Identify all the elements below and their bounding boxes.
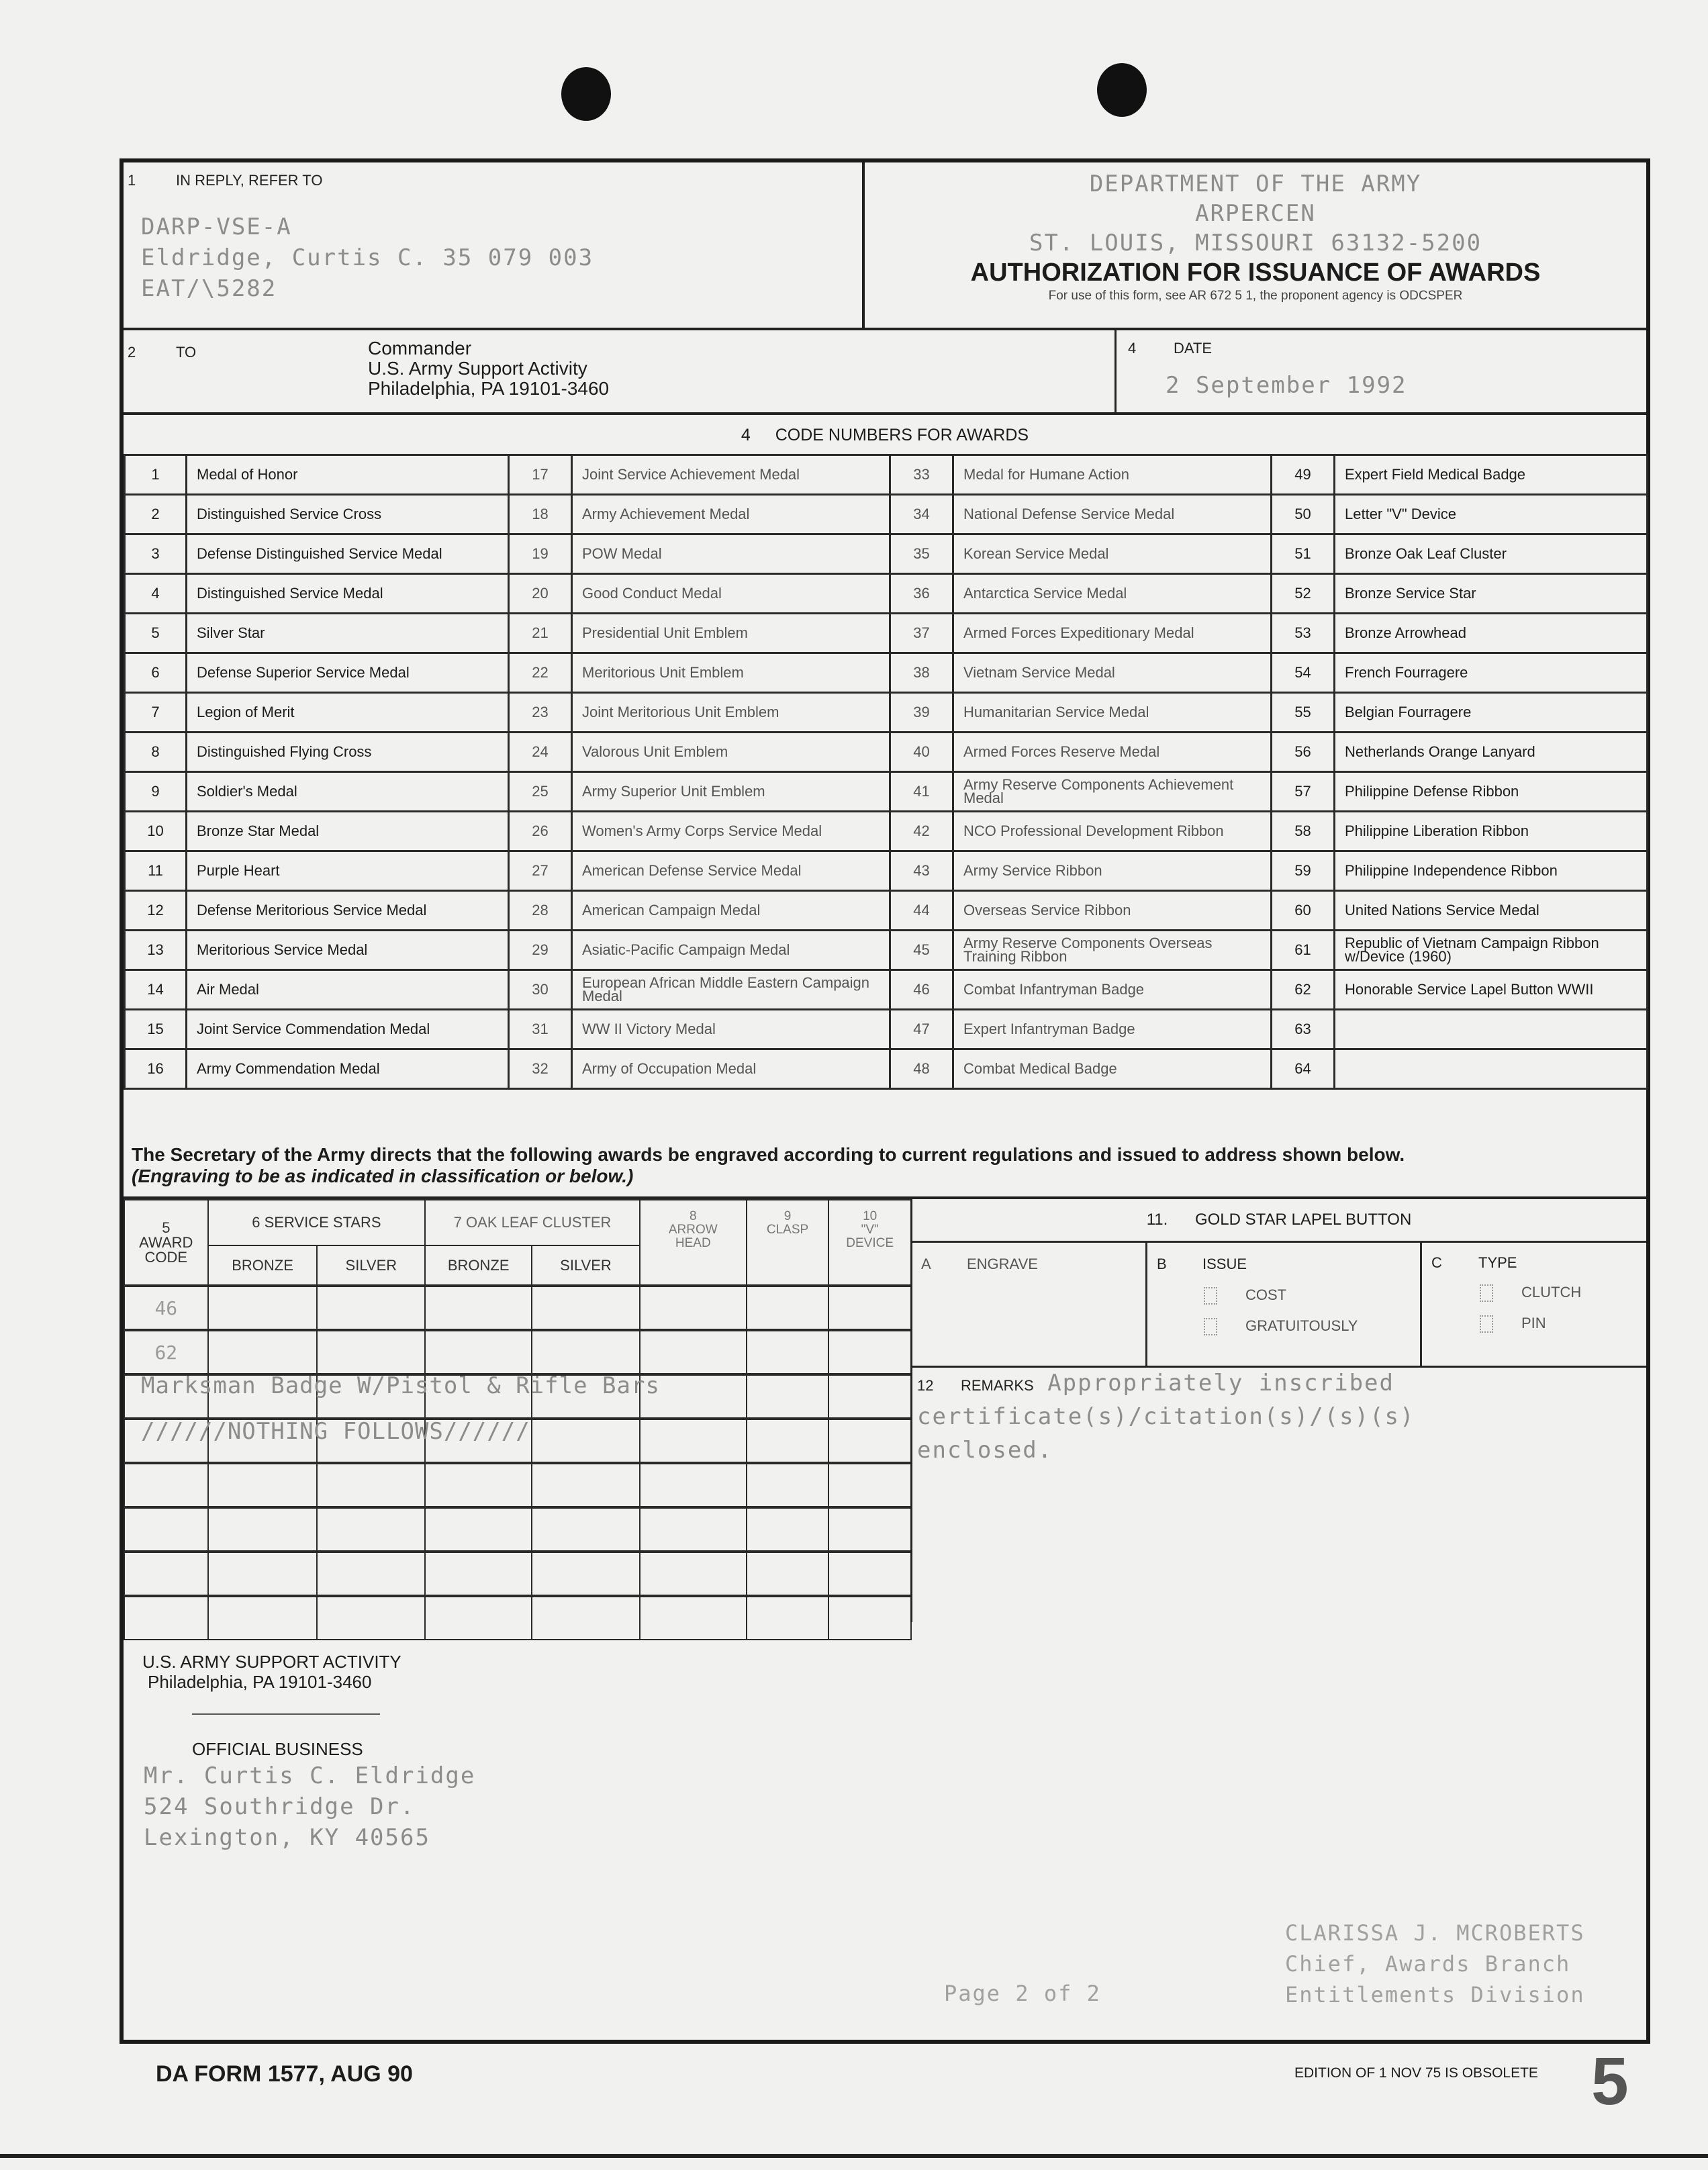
award-code-cell[interactable]: 62	[124, 1330, 208, 1374]
stars-silver-header: SILVER	[317, 1245, 425, 1286]
code-row	[125, 891, 1648, 931]
award-name: Army Reserve Components Achievement Medal	[953, 772, 1272, 812]
engrave-cell[interactable]	[912, 1242, 1147, 1367]
code-number: 37	[890, 614, 953, 653]
checkbox-icon[interactable]	[1204, 1318, 1217, 1335]
award-name: Valorous Unit Emblem	[572, 733, 890, 772]
code-number: 4	[125, 574, 187, 614]
award-name: Army Commendation Medal	[187, 1049, 509, 1089]
agency-line-3: ST. LOUIS, MISSOURI 63132-5200	[1029, 230, 1482, 256]
service-stars-header: 6 SERVICE STARS	[208, 1200, 426, 1245]
addressee-line-2: 524 Southridge Dr.	[144, 1793, 416, 1820]
type-clutch-option[interactable]	[1480, 1284, 1581, 1302]
code-number: 1	[125, 455, 187, 495]
award-name: Purple Heart	[187, 851, 509, 891]
award-name: Joint Meritorious Unit Emblem	[572, 693, 890, 733]
oak-leaf-header: 7 OAK LEAF CLUSTER	[425, 1200, 640, 1245]
code-number: 12	[125, 891, 187, 931]
code-number: 17	[509, 455, 572, 495]
code-number: 7	[125, 693, 187, 733]
code-number: 8	[125, 733, 187, 772]
award-name: Antarctica Service Medal	[953, 574, 1272, 614]
award-name: Medal of Honor	[187, 455, 509, 495]
official-business: OFFICIAL BUSINESS	[192, 1739, 363, 1759]
code-number: 26	[509, 812, 572, 851]
award-code-cell[interactable]	[124, 1596, 208, 1640]
issue-gratuitously-option[interactable]	[1204, 1317, 1358, 1335]
award-name: Distinguished Flying Cross	[187, 733, 509, 772]
award-name: Army Superior Unit Emblem	[572, 772, 890, 812]
code-number: 59	[1272, 851, 1335, 891]
award-code-cell[interactable]	[124, 1552, 208, 1596]
code-number: 29	[509, 931, 572, 970]
code-number: 63	[1272, 1010, 1335, 1049]
type-label: TYPE	[1478, 1254, 1517, 1271]
type-pin-option[interactable]	[1480, 1315, 1546, 1333]
award-name: Expert Infantryman Badge	[953, 1010, 1272, 1049]
reply-office-line: EAT/\5282	[141, 275, 277, 302]
form-subtitle: For use of this form, see AR 672 5 1, the proponent agency is ODCSPER	[1048, 289, 1463, 303]
type-clutch-label: CLUTCH	[1521, 1284, 1582, 1301]
reply-label: IN REPLY, REFER TO	[176, 172, 323, 189]
stars-bronze-header: BRONZE	[208, 1245, 318, 1286]
gold-star-bottom-border	[912, 1366, 1646, 1368]
issue-label: ISSUE	[1202, 1256, 1247, 1272]
award-name: United Nations Service Medal	[1335, 891, 1648, 931]
award-name: Philippine Defense Ribbon	[1335, 772, 1648, 812]
award-name: National Defense Service Medal	[953, 495, 1272, 534]
award-name: POW Medal	[572, 534, 890, 574]
award-name: Armed Forces Expeditionary Medal	[953, 614, 1272, 653]
issue-cost-label: COST	[1245, 1286, 1287, 1303]
v-device-cell[interactable]	[828, 1330, 911, 1374]
oak-silver-header: SILVER	[532, 1245, 640, 1286]
award-name: European African Middle Eastern Campaign Medal	[572, 970, 890, 1010]
arrowhead-cell[interactable]	[640, 1286, 747, 1330]
code-number: 43	[890, 851, 953, 891]
grid-remarks-divider	[910, 1199, 912, 1622]
award-name: Humanitarian Service Medal	[953, 693, 1272, 733]
award-name: Women's Army Corps Service Medal	[572, 812, 890, 851]
clasp-cell[interactable]	[747, 1330, 829, 1374]
perforation-line	[0, 2154, 1708, 2158]
code-row	[125, 693, 1648, 733]
award-name: Good Conduct Medal	[572, 574, 890, 614]
code-row	[125, 534, 1648, 574]
gold-star-field-no: 11.	[1146, 1211, 1168, 1229]
award-code-cell[interactable]	[124, 1507, 208, 1552]
award-name: Belgian Fourragere	[1335, 693, 1648, 733]
award-name: Presidential Unit Emblem	[572, 614, 890, 653]
issue-letter: B	[1157, 1256, 1167, 1272]
award-name: Republic of Vietnam Campaign Ribbon w/Device (1960)	[1335, 931, 1648, 970]
code-number: 21	[509, 614, 572, 653]
code-row	[125, 614, 1648, 653]
reply-ref-line: DARP-VSE-A	[141, 214, 292, 240]
signature-block	[1285, 1918, 1585, 2010]
award-name: Meritorious Service Medal	[187, 931, 509, 970]
code-number: 27	[509, 851, 572, 891]
checkbox-icon[interactable]	[1480, 1284, 1493, 1302]
edition-note: EDITION OF 1 NOV 75 IS OBSOLETE	[1294, 2065, 1538, 2081]
award-row	[124, 1286, 911, 1330]
award-name: Army of Occupation Medal	[572, 1049, 890, 1089]
code-row	[125, 574, 1648, 614]
issue-cost-option[interactable]	[1204, 1286, 1286, 1305]
award-name: Defense Superior Service Medal	[187, 653, 509, 693]
code-number: 44	[890, 891, 953, 931]
code-number: 52	[1272, 574, 1335, 614]
award-code-cell[interactable]	[124, 1463, 208, 1507]
clasp-header: 9 CLASP	[747, 1200, 829, 1286]
code-number: 51	[1272, 534, 1335, 574]
code-number: 35	[890, 534, 953, 574]
code-number: 3	[125, 534, 187, 574]
code-number: 55	[1272, 693, 1335, 733]
oak-silver-cell[interactable]	[532, 1286, 640, 1330]
checkbox-icon[interactable]	[1480, 1315, 1493, 1333]
award-name: NCO Professional Development Ribbon	[953, 812, 1272, 851]
award-name	[1335, 1010, 1648, 1049]
oak-bronze-cell[interactable]	[425, 1330, 532, 1374]
code-number: 33	[890, 455, 953, 495]
award-name: Meritorious Unit Emblem	[572, 653, 890, 693]
stars-bronze-cell[interactable]	[208, 1286, 318, 1330]
directive-line-2: (Engraving to be as indicated in classification or below.)	[132, 1166, 634, 1186]
award-name: Silver Star	[187, 614, 509, 653]
award-name: Vietnam Service Medal	[953, 653, 1272, 693]
remarks-line-3: enclosed.	[917, 1437, 1053, 1464]
code-number: 6	[125, 653, 187, 693]
return-address	[142, 1652, 401, 1692]
code-number: 48	[890, 1049, 953, 1089]
award-name: Joint Service Achievement Medal	[572, 455, 890, 495]
stars-bronze-cell[interactable]	[208, 1330, 318, 1374]
code-number: 28	[509, 891, 572, 931]
code-number: 61	[1272, 931, 1335, 970]
oak-bronze-cell[interactable]	[425, 1286, 532, 1330]
codes-title-text: CODE NUMBERS FOR AWARDS	[775, 426, 1029, 444]
code-row	[125, 931, 1648, 970]
remarks-line-1: Appropriately inscribed	[1047, 1370, 1394, 1397]
type-pin-label: PIN	[1521, 1315, 1546, 1331]
award-name: Honorable Service Lapel Button WWII	[1335, 970, 1648, 1010]
code-row	[125, 970, 1648, 1010]
award-name: Joint Service Commendation Medal	[187, 1010, 509, 1049]
code-number: 9	[125, 772, 187, 812]
gold-star-section	[912, 1199, 1646, 1367]
agency-line-1: DEPARTMENT OF THE ARMY	[1089, 171, 1422, 197]
award-row	[124, 1507, 911, 1552]
to-address	[368, 338, 609, 399]
v-device-header: 10 "V" DEVICE	[828, 1200, 911, 1286]
award-name: Combat Infantryman Badge	[953, 970, 1272, 1010]
code-number: 56	[1272, 733, 1335, 772]
code-row	[125, 495, 1648, 534]
award-name: Defense Meritorious Service Medal	[187, 891, 509, 931]
type-letter: C	[1431, 1254, 1442, 1271]
to-line-1: Commander	[368, 338, 472, 359]
code-row	[125, 772, 1648, 812]
issue-cell	[1147, 1242, 1422, 1367]
award-name: Netherlands Orange Lanyard	[1335, 733, 1648, 772]
remarks-field-no: 12	[917, 1377, 934, 1394]
code-row	[125, 653, 1648, 693]
codes-title	[124, 426, 1646, 445]
engrave-letter: A	[921, 1256, 931, 1272]
award-name: Bronze Oak Leaf Cluster	[1335, 534, 1648, 574]
arrowhead-header: 8 ARROW HEAD	[640, 1200, 747, 1286]
return-line-2: Philadelphia, PA 19101-3460	[148, 1672, 372, 1692]
award-row	[124, 1463, 911, 1507]
award-name: WW II Victory Medal	[572, 1010, 890, 1049]
to-label: TO	[176, 344, 197, 361]
addressee-line-3: Lexington, KY 40565	[144, 1824, 430, 1851]
codes-field-no: 4	[741, 426, 751, 444]
award-codes-table	[124, 454, 1648, 1090]
code-number: 10	[125, 812, 187, 851]
code-number: 20	[509, 574, 572, 614]
code-number: 46	[890, 970, 953, 1010]
date-value: 2 September 1992	[1166, 372, 1407, 399]
v-device-cell[interactable]	[828, 1286, 911, 1330]
gold-star-title-text: GOLD STAR LAPEL BUTTON	[1194, 1211, 1412, 1229]
signature-name: CLARISSA J. MCROBERTS	[1285, 1920, 1585, 1946]
directive-line-1: The Secretary of the Army directs that the following awards be engraved according to current regulations and issued to address shown below.	[132, 1144, 1405, 1165]
arrowhead-cell[interactable]	[640, 1330, 747, 1374]
type-cell	[1422, 1242, 1646, 1367]
award-name: Distinguished Service Medal	[187, 574, 509, 614]
stars-silver-cell[interactable]	[317, 1286, 425, 1330]
code-number: 16	[125, 1049, 187, 1089]
date-label: DATE	[1174, 340, 1213, 357]
code-number: 58	[1272, 812, 1335, 851]
code-row	[125, 455, 1648, 495]
code-number: 19	[509, 534, 572, 574]
code-number: 54	[1272, 653, 1335, 693]
code-number: 64	[1272, 1049, 1335, 1089]
code-number: 5	[125, 614, 187, 653]
code-row	[125, 733, 1648, 772]
code-number: 45	[890, 931, 953, 970]
code-number: 40	[890, 733, 953, 772]
code-number: 32	[509, 1049, 572, 1089]
award-name: Army Reserve Components Overseas Training Ribbon	[953, 931, 1272, 970]
code-number: 62	[1272, 970, 1335, 1010]
award-name: Korean Service Medal	[953, 534, 1272, 574]
award-row	[124, 1330, 911, 1374]
award-name	[1335, 1049, 1648, 1089]
award-code-header: 5 AWARD CODE	[124, 1200, 208, 1286]
award-name: Medal for Humane Action	[953, 455, 1272, 495]
typed-award-line-1: Marksman Badge W/Pistol & Rifle Bars	[141, 1372, 660, 1399]
code-number: 2	[125, 495, 187, 534]
return-line-1: U.S. ARMY SUPPORT ACTIVITY	[142, 1652, 401, 1672]
code-number: 23	[509, 693, 572, 733]
code-row	[125, 1010, 1648, 1049]
code-number: 11	[125, 851, 187, 891]
code-number: 60	[1272, 891, 1335, 931]
award-name: American Campaign Medal	[572, 891, 890, 931]
punch-hole-right	[1097, 63, 1147, 117]
code-number: 41	[890, 772, 953, 812]
oak-bronze-header: BRONZE	[425, 1245, 532, 1286]
code-number: 39	[890, 693, 953, 733]
award-row	[124, 1596, 911, 1640]
remarks-label: REMARKS	[960, 1377, 1034, 1394]
award-name: Bronze Star Medal	[187, 812, 509, 851]
form-id: DA FORM 1577, AUG 90	[156, 2061, 413, 2087]
award-name: Army Service Ribbon	[953, 851, 1272, 891]
clasp-cell[interactable]	[747, 1286, 829, 1330]
award-name: Overseas Service Ribbon	[953, 891, 1272, 931]
signature-title: Chief, Awards Branch	[1285, 1951, 1571, 1977]
copy-number: 5	[1591, 2044, 1629, 2119]
page-indicator: Page 2 of 2	[944, 1981, 1101, 2006]
award-name: French Fourragere	[1335, 653, 1648, 693]
mailer-rule	[192, 1713, 380, 1715]
code-number: 53	[1272, 614, 1335, 653]
remarks-line-2: certificate(s)/citation(s)/(s)(s)	[917, 1403, 1415, 1430]
addressee-block	[144, 1760, 475, 1853]
code-number: 49	[1272, 455, 1335, 495]
reply-section	[124, 162, 862, 328]
award-name: Armed Forces Reserve Medal	[953, 733, 1272, 772]
code-number: 57	[1272, 772, 1335, 812]
form-title: AUTHORIZATION FOR ISSUANCE OF AWARDS	[970, 258, 1541, 287]
code-number: 14	[125, 970, 187, 1010]
to-bottom-border	[124, 412, 1646, 415]
agency-section	[865, 169, 1646, 324]
typed-award-line-2: //////NOTHING FOLLOWS//////	[141, 1418, 530, 1445]
directive-text	[132, 1144, 1642, 1187]
code-number: 34	[890, 495, 953, 534]
to-field-no: 2	[128, 344, 136, 361]
code-number: 25	[509, 772, 572, 812]
oak-silver-cell[interactable]	[532, 1330, 640, 1374]
code-number: 47	[890, 1010, 953, 1049]
award-name: Expert Field Medical Badge	[1335, 455, 1648, 495]
reply-name-line: Eldridge, Curtis C. 35 079 003	[141, 244, 594, 271]
gold-star-title	[912, 1199, 1646, 1243]
to-line-2: U.S. Army Support Activity	[368, 358, 587, 379]
award-code-cell[interactable]: 46	[124, 1286, 208, 1330]
code-row	[125, 1049, 1648, 1089]
award-name: Letter "V" Device	[1335, 495, 1648, 534]
issue-gratuitously-label: GRATUITOUSLY	[1245, 1317, 1358, 1334]
award-name: Philippine Liberation Ribbon	[1335, 812, 1648, 851]
punch-hole-left	[561, 67, 611, 121]
code-row	[125, 812, 1648, 851]
code-number: 15	[125, 1010, 187, 1049]
header-bottom-border	[124, 328, 1646, 330]
award-name: Philippine Independence Ribbon	[1335, 851, 1648, 891]
code-number: 18	[509, 495, 572, 534]
award-name: Distinguished Service Cross	[187, 495, 509, 534]
award-name: Bronze Service Star	[1335, 574, 1648, 614]
date-field-no: 4	[1128, 340, 1137, 357]
to-line-3: Philadelphia, PA 19101-3460	[368, 378, 610, 399]
signature-division: Entitlements Division	[1285, 1982, 1585, 2008]
to-date-divider	[1114, 329, 1117, 412]
remarks-section	[917, 1370, 1642, 1464]
reply-field-no: 1	[128, 172, 136, 189]
award-name: Bronze Arrowhead	[1335, 614, 1648, 653]
stars-silver-cell[interactable]	[317, 1330, 425, 1374]
code-number: 31	[509, 1010, 572, 1049]
award-name: Soldier's Medal	[187, 772, 509, 812]
award-name: Army Achievement Medal	[572, 495, 890, 534]
code-row	[125, 851, 1648, 891]
award-name: Legion of Merit	[187, 693, 509, 733]
code-number: 42	[890, 812, 953, 851]
code-number: 22	[509, 653, 572, 693]
code-number: 50	[1272, 495, 1335, 534]
award-name: American Defense Service Medal	[572, 851, 890, 891]
award-name: Air Medal	[187, 970, 509, 1010]
code-number: 38	[890, 653, 953, 693]
code-number: 30	[509, 970, 572, 1010]
code-number: 36	[890, 574, 953, 614]
award-name: Defense Distinguished Service Medal	[187, 534, 509, 574]
award-name: Asiatic-Pacific Campaign Medal	[572, 931, 890, 970]
award-name: Combat Medical Badge	[953, 1049, 1272, 1089]
addressee-line-1: Mr. Curtis C. Eldridge	[144, 1762, 476, 1789]
checkbox-icon[interactable]	[1204, 1287, 1217, 1305]
code-number: 13	[125, 931, 187, 970]
engrave-label: ENGRAVE	[967, 1256, 1038, 1272]
code-number: 24	[509, 733, 572, 772]
award-row	[124, 1552, 911, 1596]
agency-line-2: ARPERCEN	[1195, 200, 1316, 227]
